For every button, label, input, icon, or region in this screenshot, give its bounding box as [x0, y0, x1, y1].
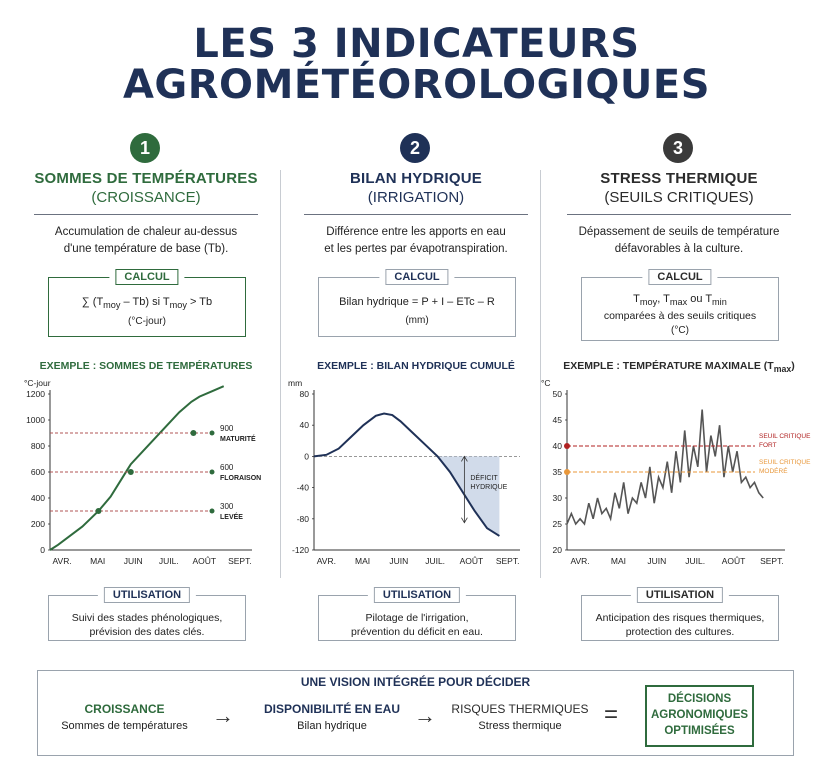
description-line: Accumulation de chaleur au-dessus	[54, 226, 238, 238]
usage-text: Pilotage de l'irrigation, prévention du déficit en eau.	[351, 612, 483, 638]
flow-item-title: RISQUES THERMIQUES	[451, 702, 589, 716]
heading-divider	[34, 214, 258, 215]
calc-formula: $T_{moy}$, $T_{max}$ ou $T_{min}$	[633, 293, 727, 308]
example-title: EXEMPLE : SOMMES DE TEMPÉRATURES	[39, 360, 253, 372]
deficit-annotation-line1: DÉFICIT	[470, 474, 498, 482]
indicator-description	[292, 224, 540, 258]
x-tick-label: MAI	[610, 556, 627, 566]
column-separator	[280, 170, 281, 578]
y-tick-label: -40	[296, 482, 309, 493]
flow-item-subtitle: Sommes de températures	[61, 720, 188, 732]
calc-formula: ∑ $(T_{moy} - Tb)$ si $T_{moy} > Tb$	[81, 296, 213, 311]
indicator-description	[22, 224, 270, 258]
panel-title: UNE VISION INTÉGRÉE POUR DÉCIDER	[300, 675, 531, 689]
flow-item-title: CROISSANCE	[84, 702, 165, 716]
x-tick-label: JUIN	[389, 556, 409, 566]
calc-unit: (°C-jour)	[128, 316, 166, 327]
threshold-name-label: MATURITÉ	[220, 436, 256, 443]
y-tick-label: 80	[299, 389, 309, 399]
calc-label: CALCUL	[109, 269, 184, 285]
threshold-name-label: FLORAISON	[220, 475, 262, 482]
flow-item-subtitle: Bilan hydrique	[297, 720, 367, 732]
flow-item-water	[252, 702, 412, 732]
main-title-line2: AGROMÉTÉOROLOGIQUES	[122, 62, 711, 108]
decision-line: DÉCISIONS	[667, 693, 732, 705]
indicator-subheading: (IRRIGATION)	[367, 189, 465, 206]
indicator-heading: BILAN HYDRIQUE	[350, 170, 482, 187]
usage-box	[318, 589, 516, 641]
y-tick-label: 0	[304, 451, 309, 462]
usage-box	[581, 589, 779, 641]
threshold-label-line2: MODÉRÉ	[759, 468, 788, 475]
flow-item-growth	[52, 702, 197, 732]
flow-item-title: DISPONIBILITÉ EN EAU	[263, 702, 400, 716]
y-tick-label: 45	[552, 415, 562, 425]
description-line: défavorables à la culture.	[614, 243, 744, 255]
series-line	[567, 410, 763, 524]
threshold-name-label: LEVÉE	[220, 514, 243, 521]
threshold-label-line1: SEUIL CRITIQUE	[759, 459, 811, 466]
heat-stress-chart	[541, 374, 813, 574]
example-title: EXEMPLE : TEMPÉRATURE MAXIMALE $(T_{max})$	[563, 360, 795, 375]
threshold-marker	[210, 470, 215, 475]
y-tick-label: 25	[552, 519, 562, 529]
indicator-number-badge: 1	[130, 133, 160, 163]
indicator-subheading: (SEUILS CRITIQUES)	[604, 189, 754, 206]
threshold-marker	[210, 431, 215, 436]
calc-label: CALCUL	[379, 269, 454, 285]
example-title: EXEMPLE : BILAN HYDRIQUE CUMULÉ	[317, 360, 515, 372]
y-tick-label: 1000	[26, 415, 45, 425]
threshold-value-label: 300	[220, 502, 234, 511]
threshold-value-label: 600	[220, 463, 234, 472]
flow-item-subtitle: Stress thermique	[478, 720, 562, 732]
usage-label: UTILISATION	[368, 587, 466, 603]
x-tick-label: AVR.	[570, 556, 590, 566]
usage-text: Suivi des stades phénologiques, prévision des dates clés.	[71, 612, 223, 638]
y-tick-label: 50	[552, 389, 562, 399]
indicator-column-3	[541, 130, 813, 650]
x-tick-label: SEPT.	[760, 556, 784, 566]
calc-box	[581, 271, 779, 341]
y-tick-label: 20	[552, 545, 562, 555]
indicator-subheading: (CROISSANCE)	[91, 189, 201, 206]
description-line: d'une température de base (Tb).	[63, 243, 229, 255]
indicator-heading: SOMMES DE TEMPÉRATURES	[34, 170, 258, 187]
calc-description: comparées à des seuils critiques	[603, 310, 757, 322]
y-axis-label: °C-jour	[24, 378, 51, 388]
indicator-heading: STRESS THERMIQUE	[600, 170, 758, 187]
flow-item-thermal	[450, 702, 590, 732]
decision-box	[645, 685, 754, 747]
y-tick-label: 35	[552, 467, 562, 477]
y-tick-label: 600	[30, 467, 45, 477]
series-line	[50, 386, 224, 550]
x-tick-label: AVR.	[316, 556, 336, 566]
x-tick-label: AOÛT	[192, 556, 217, 566]
heading-divider	[304, 214, 528, 215]
calc-unit: (°C)	[671, 325, 689, 336]
x-tick-label: AOÛT	[459, 556, 484, 566]
description-line: Dépassement de seuils de température	[578, 226, 780, 238]
y-tick-label: -80	[296, 513, 309, 524]
threshold-marker	[564, 443, 570, 449]
x-tick-label: JUIL.	[158, 556, 179, 566]
y-tick-label: 0	[40, 545, 45, 555]
y-tick-label: -120	[291, 545, 309, 555]
threshold-label-line1: SEUIL CRITIQUE	[759, 433, 811, 440]
threshold-point	[128, 469, 134, 475]
y-tick-label: 200	[30, 519, 45, 529]
x-tick-label: JUIL.	[425, 556, 446, 566]
calc-box	[48, 271, 246, 337]
usage-label: UTILISATION	[98, 587, 196, 603]
x-tick-label: MAI	[355, 556, 371, 566]
x-tick-label: JUIL.	[685, 556, 706, 566]
indicator-column-1	[12, 130, 280, 650]
description-line: Différence entre les apports en eau	[326, 226, 506, 238]
usage-label: UTILISATION	[631, 587, 729, 603]
water-balance-chart	[282, 374, 550, 574]
calc-label: CALCUL	[642, 269, 717, 285]
calc-formula: Bilan hydrique = P + I – ETc – R	[339, 296, 495, 308]
arrow-right-icon: →	[212, 703, 234, 728]
y-tick-label: 40	[299, 420, 309, 431]
indicator-number-badge: 3	[663, 133, 693, 163]
equals-icon: =	[604, 701, 619, 728]
usage-text: Anticipation des risques thermiques, protection des cultures.	[595, 612, 765, 638]
heading-divider	[567, 214, 791, 215]
threshold-point	[190, 430, 196, 436]
deficit-area	[314, 456, 499, 536]
threshold-point	[95, 508, 101, 514]
growing-degree-days-chart	[12, 374, 280, 574]
threshold-value-label: 900	[220, 424, 234, 433]
y-tick-label: 400	[30, 493, 45, 503]
threshold-label-line2: FORT	[759, 442, 777, 449]
y-axis-label: °C	[541, 378, 551, 388]
indicator-column-2	[282, 130, 550, 650]
y-tick-label: 1200	[26, 389, 45, 399]
y-tick-label: 30	[552, 493, 562, 503]
y-tick-label: 800	[30, 441, 45, 451]
x-tick-label: MAI	[90, 556, 106, 566]
x-tick-label: SEPT.	[495, 556, 520, 566]
threshold-marker	[564, 469, 570, 475]
x-tick-label: AOÛT	[721, 556, 746, 566]
decision-line: AGRONOMIQUES	[650, 709, 749, 721]
x-tick-label: AVR.	[52, 556, 72, 566]
x-tick-label: SEPT.	[228, 556, 252, 566]
x-tick-label: JUIN	[647, 556, 667, 566]
y-tick-label: 40	[552, 441, 562, 451]
indicator-description	[555, 224, 803, 258]
calc-box	[318, 271, 516, 337]
x-tick-label: JUIN	[123, 556, 143, 566]
decision-line: OPTIMISÉES	[664, 725, 735, 737]
indicator-number-badge: 2	[400, 133, 430, 163]
column-separator	[540, 170, 541, 578]
y-axis-label: mm	[288, 378, 303, 388]
deficit-annotation-line2: HYDRIQUE	[470, 483, 508, 491]
main-title-line1: LES 3 INDICATEURS	[193, 21, 640, 67]
arrow-right-icon: →	[414, 703, 436, 728]
threshold-marker	[210, 509, 215, 514]
integrated-decision-panel	[37, 670, 794, 756]
calc-unit: (mm)	[405, 315, 429, 326]
usage-box	[48, 589, 246, 641]
description-line: et les pertes par évapotranspiration.	[324, 243, 508, 255]
